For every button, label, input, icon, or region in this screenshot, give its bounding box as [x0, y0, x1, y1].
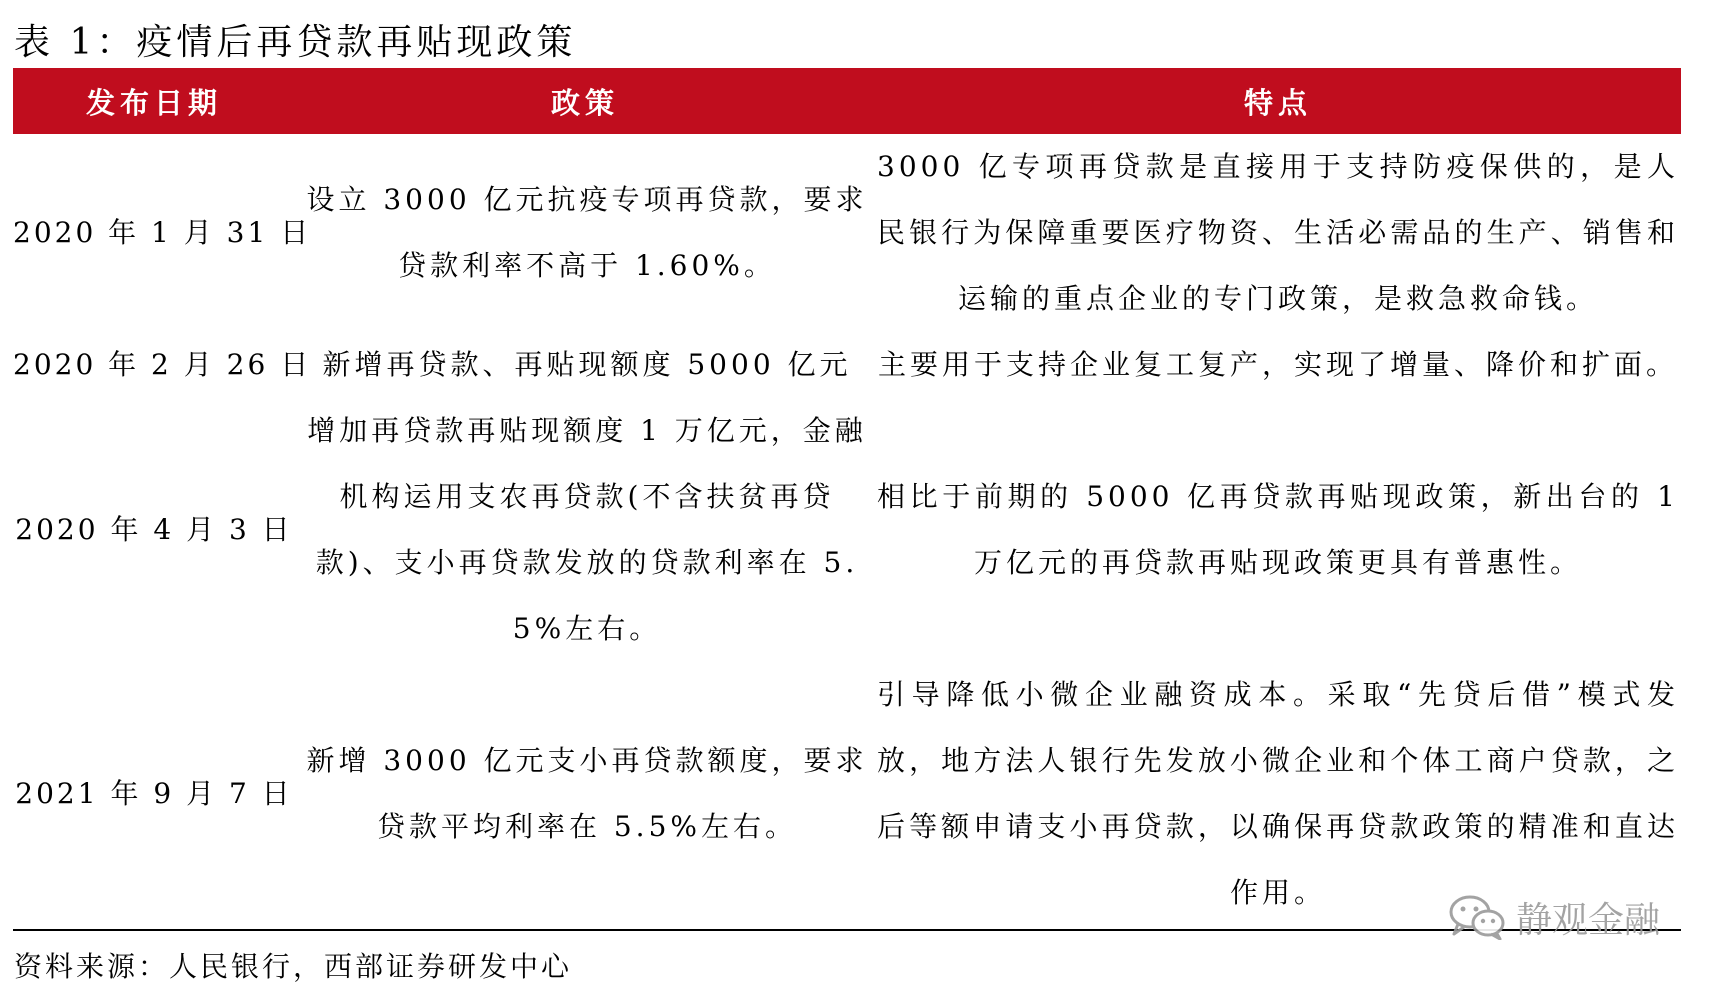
wechat-icon	[1448, 894, 1506, 940]
table-title: 表 1：疫情后再贷款再贴现政策	[14, 22, 577, 63]
row-feature: 主要用于支持企业复工复产，实现了增量、降价和扩面。	[877, 348, 1678, 381]
table-row	[13, 398, 1681, 662]
row-date: 2021 年 9 月 7 日	[15, 777, 293, 810]
row-policy: 新增 3000 亿元支小再贷款额度，要求贷款平均利率在 5.5%左右。	[306, 744, 868, 843]
row-policy: 设立 3000 亿元抗疫专项再贷款，要求贷款利率不高于 1.60%。	[306, 183, 868, 282]
table-row	[13, 662, 1681, 926]
watermark	[1448, 892, 1660, 942]
row-date: 2020 年 1 月 31 日	[13, 216, 312, 249]
row-date: 2020 年 2 月 26 日	[13, 348, 312, 381]
table-bottom-rule	[13, 929, 1681, 931]
row-feature: 相比于前期的 5000 亿再贷款再贴现政策，新出台的 1 万亿元的再贷款再贴现政策更具有普惠性。	[877, 480, 1679, 579]
row-feature: 3000 亿专项再贷款是直接用于支持防疫保供的，是人民银行为保障重要医疗物资、生活必需品的生产、销售和运输的重点企业的专门政策，是救急救命钱。	[877, 150, 1679, 315]
row-date: 2020 年 4 月 3 日	[15, 513, 293, 546]
table-row	[13, 332, 1681, 398]
table-row	[13, 134, 1681, 332]
source-note: 资料来源：人民银行，西部证券研发中心	[14, 950, 573, 983]
row-policy: 新增再贷款、再贴现额度 5000 亿元	[322, 348, 852, 381]
policy-table	[13, 68, 1681, 926]
table-header-row	[13, 68, 1681, 134]
header-policy: 政策	[295, 68, 875, 134]
row-feature: 引导降低小微企业融资成本。采取“先贷后借”模式发放，地方法人银行先发放小微企业和个体工商户贷款，之后等额申请支小再贷款，以确保再贷款政策的精准和直达作用。	[877, 678, 1679, 909]
row-policy: 增加再贷款再贴现额度 1 万亿元，金融机构运用支农再贷款(不含扶贫再贷款)、支小再贷款发放的贷款利率在 5.5%左右。	[307, 414, 867, 645]
header-feature: 特点	[875, 68, 1681, 134]
watermark-text: 静观金融	[1516, 899, 1661, 941]
header-date: 发布日期	[13, 68, 295, 134]
policy-table-container	[13, 68, 1681, 926]
